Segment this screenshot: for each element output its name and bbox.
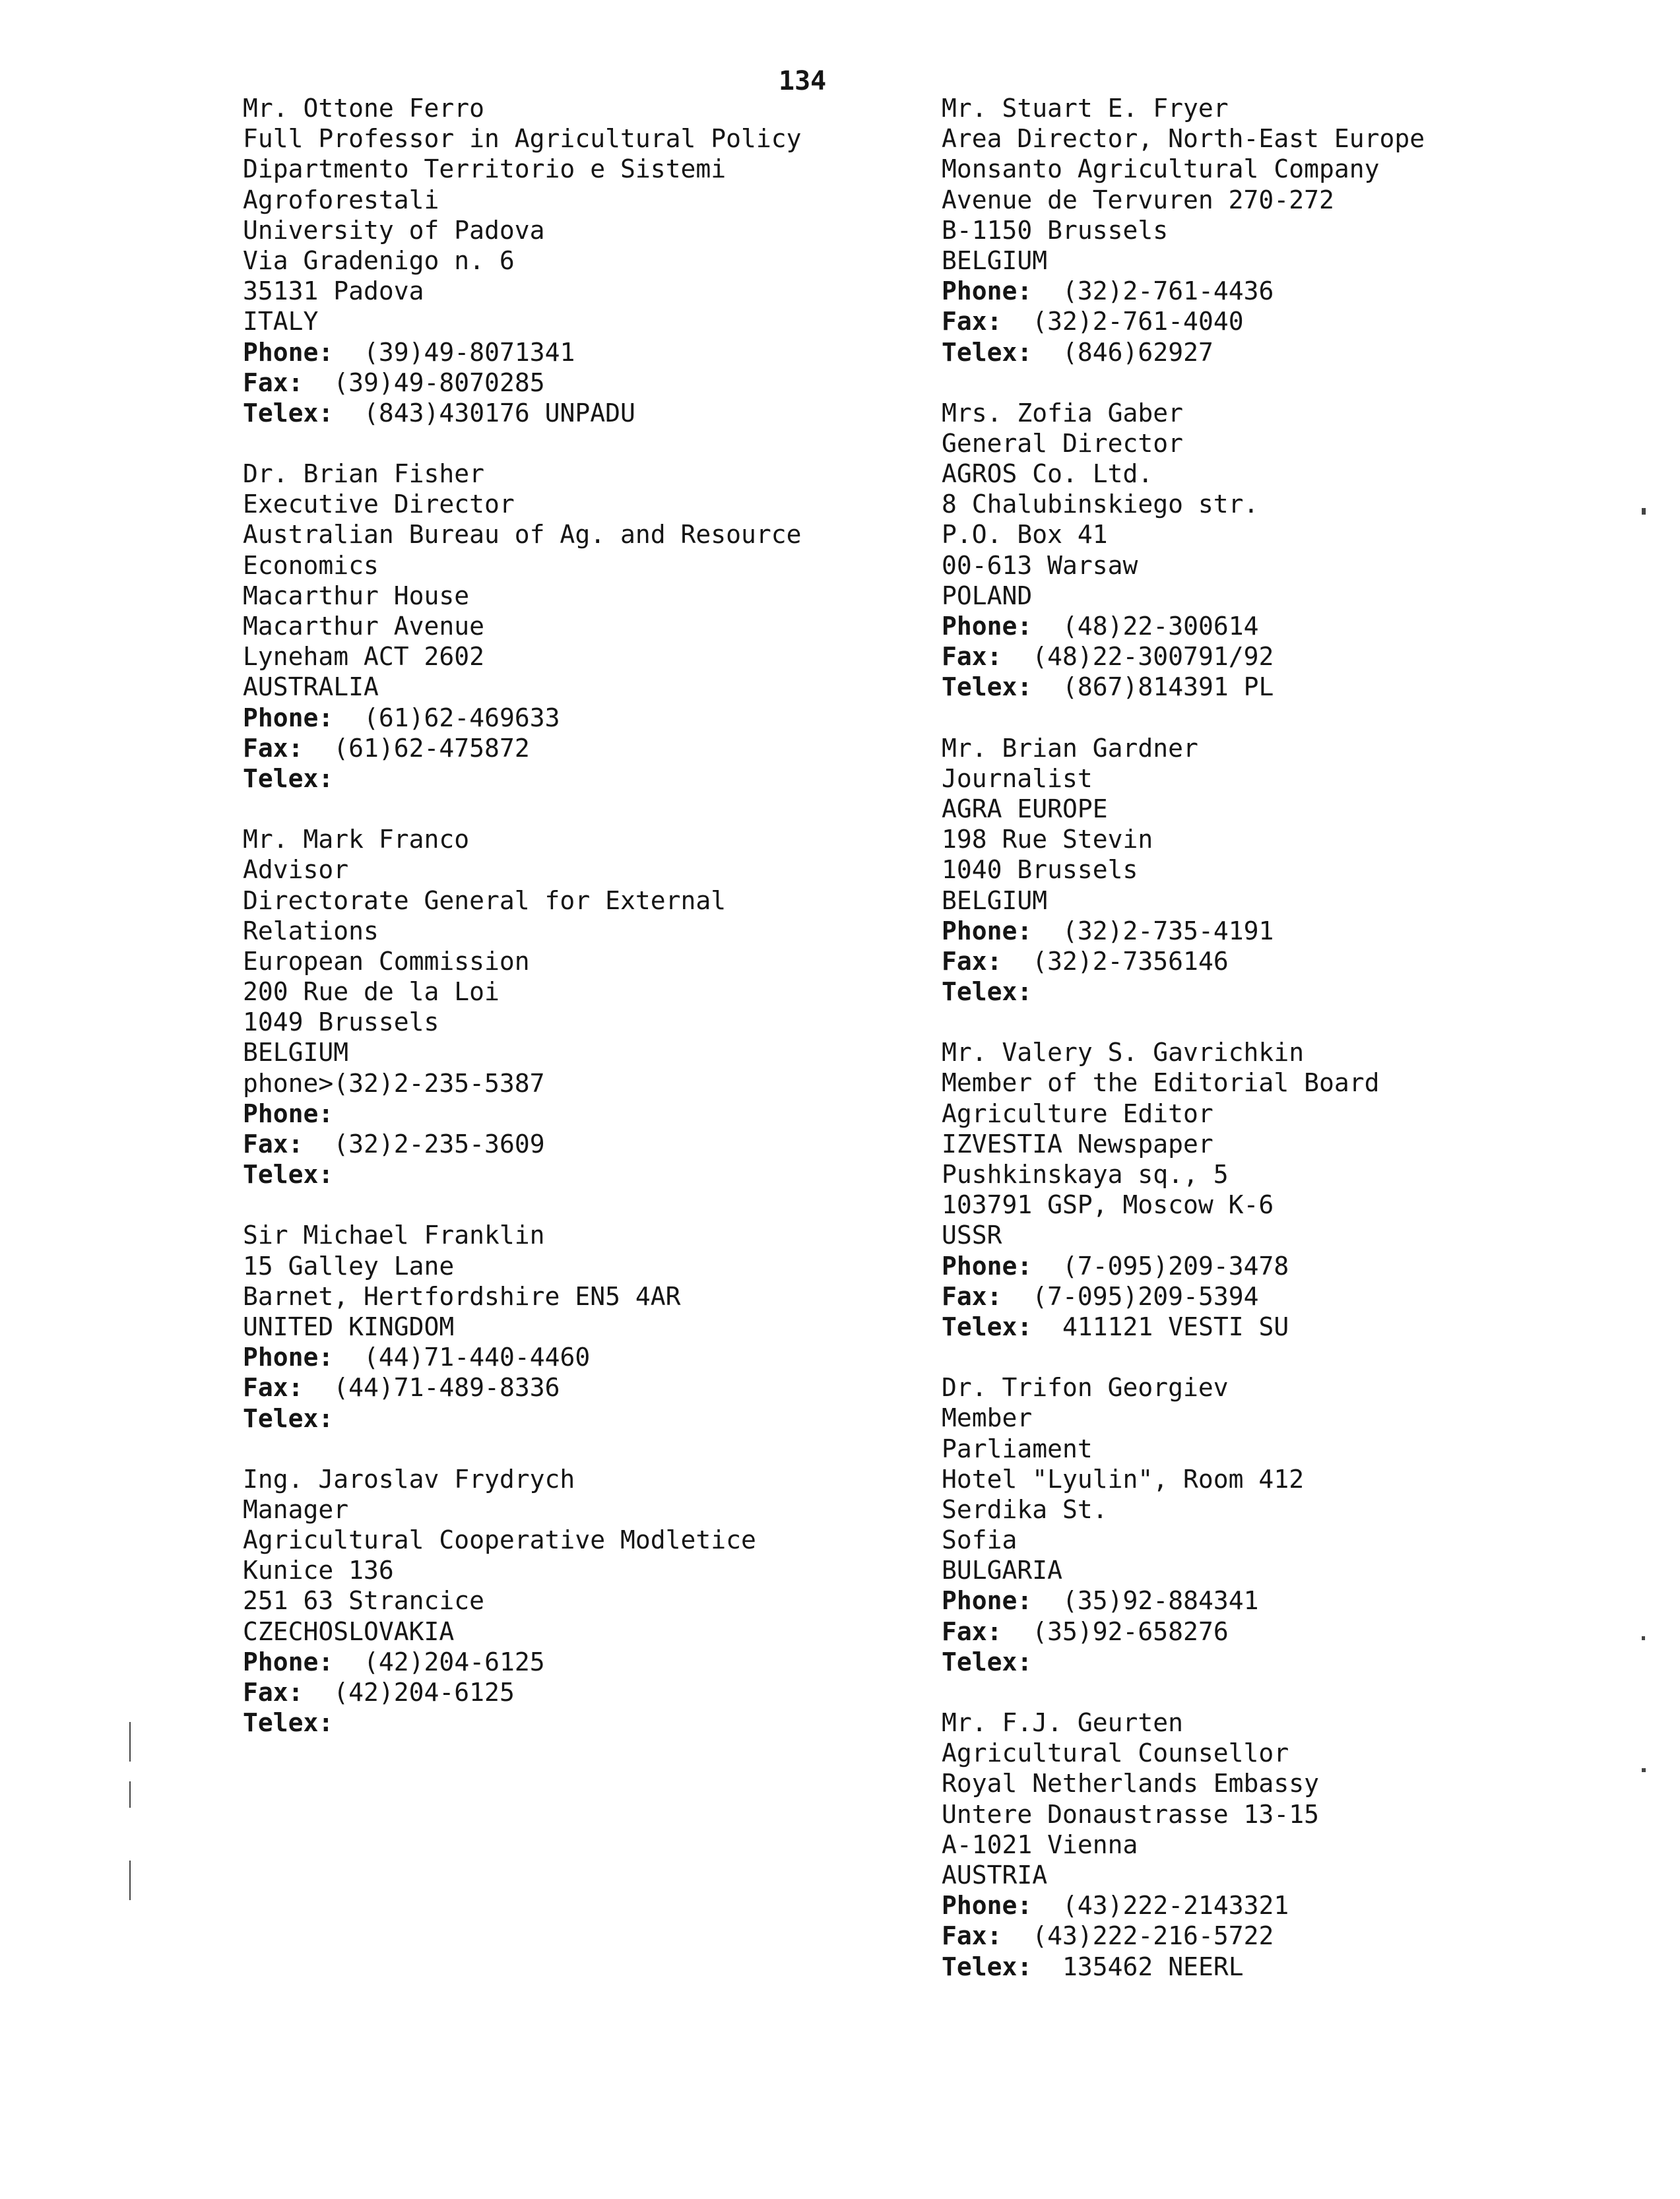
address-line: Area Director, North-East Europe: [942, 124, 1425, 154]
address-line: POLAND: [942, 581, 1033, 610]
contact-name: Mrs. Zofia Gaber: [942, 398, 1184, 428]
contact-line: [942, 916, 1680, 946]
address-line: Full Professor in Agricultural Policy: [243, 124, 802, 154]
contact-label: Telex:: [942, 672, 1033, 702]
contact-value: (867)814391 PL: [1062, 672, 1274, 702]
address-line: Journalist: [942, 763, 1093, 793]
scan-mark: [129, 1861, 131, 1900]
contact-name: Mr. Stuart E. Fryer: [942, 94, 1229, 123]
contact-line: [243, 703, 1002, 733]
contact-label: Phone:: [243, 703, 334, 732]
contact-line: [243, 1099, 1002, 1129]
address-line: AGRA EUROPE: [942, 794, 1108, 823]
address-line: Serdika St.: [942, 1494, 1108, 1524]
contact-value: (35)92-884341: [1062, 1586, 1259, 1616]
contact-name: Ing. Jaroslav Frydrych: [243, 1464, 575, 1494]
address-line: European Commission: [243, 946, 530, 976]
address-line: BELGIUM: [243, 1038, 349, 1068]
address-line: Advisor: [243, 855, 349, 885]
contact-label: Fax:: [942, 946, 1002, 976]
address-line: Agricultural Cooperative Modletice: [243, 1525, 756, 1555]
contact-value: (61)62-475872: [333, 733, 530, 763]
address-line: AGROS Co. Ltd.: [942, 459, 1153, 489]
address-line: Macarthur House: [243, 581, 470, 610]
contact-label: Fax:: [942, 1921, 1002, 1951]
contact-line: [243, 1342, 1002, 1372]
address-line: IZVESTIA Newspaper: [942, 1129, 1213, 1159]
contact-label: Phone:: [942, 612, 1033, 641]
address-line: B-1150 Brussels: [942, 215, 1169, 245]
contact-label: Phone:: [942, 276, 1033, 306]
address-line: Relations: [243, 916, 379, 945]
address-line: Member of the Editorial Board: [942, 1068, 1380, 1098]
contact-label: Telex:: [243, 1160, 334, 1190]
address-line: Via Gradenigo n. 6: [243, 245, 515, 275]
contact-line: [942, 1921, 1680, 1951]
directory-entry: [942, 398, 1680, 703]
contact-label: Telex:: [243, 1708, 334, 1738]
directory-entry: [942, 1037, 1680, 1342]
address-line: 15 Galley Lane: [243, 1251, 455, 1281]
address-line: 1040 Brussels: [942, 855, 1138, 885]
address-line: Agroforestali: [243, 185, 439, 214]
address-line: Lyneham ACT 2602: [243, 642, 485, 672]
contact-line: [243, 337, 1002, 367]
contact-line: [942, 976, 1680, 1007]
contact-label: Telex:: [942, 1647, 1033, 1676]
contact-value: (48)22-300614: [1062, 612, 1259, 641]
contact-value: (43)222-2143321: [1062, 1891, 1289, 1921]
contact-label: Telex:: [942, 337, 1033, 367]
contact-value: (843)430176 UNPADU: [364, 398, 635, 428]
contact-value: (32)2-735-4191: [1062, 916, 1274, 945]
address-line: Pushkinskaya sq., 5: [942, 1160, 1229, 1189]
address-line: 35131 Padova: [243, 276, 424, 306]
directory-entry: [942, 1372, 1680, 1677]
address-line: General Director: [942, 428, 1184, 458]
address-line: University of Padova: [243, 215, 545, 245]
address-line: AUSTRALIA: [243, 672, 379, 702]
scan-mark: [1642, 1768, 1646, 1772]
contact-name: Mr. Valery S. Gavrichkin: [942, 1038, 1305, 1068]
contact-name: Dr. Brian Fisher: [243, 459, 485, 489]
address-line: Royal Netherlands Embassy: [942, 1769, 1319, 1799]
address-line: P.O. Box 41: [942, 520, 1108, 550]
address-line: USSR: [942, 1221, 1002, 1250]
scan-mark: [129, 1722, 131, 1762]
contact-value: (44)71-440-4460: [364, 1343, 591, 1372]
contact-value: (44)71-489-8336: [333, 1373, 560, 1403]
address-line: Directorate General for External: [243, 885, 727, 915]
address-line: Australian Bureau of Ag. and Resource: [243, 520, 802, 550]
contact-value: (32)2-7356146: [1032, 946, 1229, 976]
contact-label: Phone:: [243, 1099, 334, 1128]
contact-line: [942, 1312, 1680, 1342]
address-line: AUSTRIA: [942, 1860, 1048, 1890]
contact-label: Fax:: [243, 1678, 304, 1707]
contact-line: [942, 337, 1680, 367]
contact-line: [942, 1890, 1680, 1921]
directory-entry: [243, 93, 1002, 428]
contact-value: (7-095)209-3478: [1062, 1251, 1289, 1281]
contact-label: Fax:: [942, 1616, 1002, 1646]
contact-line: [942, 306, 1680, 336]
contact-line: [243, 1372, 1002, 1403]
address-line: BELGIUM: [942, 885, 1048, 915]
contact-value: (39)49-8070285: [333, 367, 545, 397]
contact-name: Mr. Brian Gardner: [942, 733, 1198, 763]
contact-line: [243, 1647, 1002, 1677]
contact-value: (32)2-235-3609: [333, 1130, 545, 1159]
contact-label: Telex:: [942, 1952, 1033, 1981]
left-column: [243, 93, 1002, 1768]
address-line: Sofia: [942, 1525, 1018, 1555]
contact-label: Phone:: [243, 337, 334, 367]
address-line: 00-613 Warsaw: [942, 550, 1138, 580]
contact-label: Telex:: [243, 1403, 334, 1433]
contact-line: [942, 276, 1680, 306]
contact-line: [243, 398, 1002, 428]
contact-label: Fax:: [942, 642, 1002, 672]
contact-line: [942, 1251, 1680, 1281]
address-line: Agricultural Counsellor: [942, 1738, 1289, 1768]
address-line: BULGARIA: [942, 1556, 1063, 1585]
address-line: A-1021 Vienna: [942, 1830, 1138, 1859]
contact-value: (7-095)209-5394: [1032, 1281, 1259, 1311]
directory-entry: [243, 1220, 1002, 1433]
address-line: UNITED KINGDOM: [243, 1312, 455, 1341]
contact-value: (61)62-469633: [364, 703, 560, 732]
contact-label: Phone:: [942, 1891, 1033, 1921]
directory-entry: [243, 1464, 1002, 1738]
address-line: Monsanto Agricultural Company: [942, 154, 1380, 184]
contact-line: [243, 1129, 1002, 1159]
directory-entry: [942, 93, 1680, 367]
contact-value: (846)62927: [1062, 337, 1213, 367]
contact-name: Mr. F.J. Geurten: [942, 1708, 1184, 1737]
address-line: ITALY: [243, 307, 319, 336]
address-line: 1049 Brussels: [243, 1007, 439, 1037]
directory-entry: [942, 1707, 1680, 1982]
contact-line: [942, 1647, 1680, 1677]
directory-entry: [243, 824, 1002, 1190]
contact-line: [942, 1616, 1680, 1647]
address-line: Executive Director: [243, 490, 515, 519]
address-line: Economics: [243, 550, 379, 580]
address-line: Parliament: [942, 1434, 1093, 1463]
contact-label: Telex:: [942, 1312, 1033, 1341]
page-number: 134: [779, 66, 827, 96]
contact-label: Phone:: [243, 1343, 334, 1372]
address-line: BELGIUM: [942, 245, 1048, 275]
address-line: Manager: [243, 1494, 349, 1524]
contact-label: Phone:: [942, 916, 1033, 945]
scan-mark: [1642, 508, 1646, 515]
contact-value: (32)2-761-4436: [1062, 276, 1274, 306]
scan-mark: [129, 1781, 131, 1808]
contact-value: (35)92-658276: [1032, 1616, 1229, 1646]
contact-label: Telex:: [243, 763, 334, 793]
directory-entry: [942, 733, 1680, 1007]
contact-line: [942, 672, 1680, 702]
contact-label: Fax:: [243, 1373, 304, 1403]
contact-label: Fax:: [243, 1130, 304, 1159]
contact-value: (43)222-216-5722: [1032, 1921, 1274, 1951]
address-line: Member: [942, 1403, 1033, 1433]
scan-mark: [1642, 1636, 1645, 1640]
address-line: 198 Rue Stevin: [942, 825, 1153, 854]
contact-line: [942, 641, 1680, 672]
contact-label: Phone:: [942, 1586, 1033, 1616]
contact-label: Phone:: [243, 1647, 334, 1676]
contact-label: Telex:: [243, 398, 334, 428]
contact-label: Telex:: [942, 977, 1033, 1007]
contact-line: [942, 946, 1680, 976]
contact-line: [243, 1677, 1002, 1707]
right-column: [942, 93, 1680, 2012]
contact-line: [243, 733, 1002, 763]
address-line: Agriculture Editor: [942, 1099, 1213, 1128]
address-line: 103791 GSP, Moscow K-6: [942, 1190, 1274, 1220]
address-line: Avenue de Tervuren 270-272: [942, 185, 1334, 214]
contact-label: Fax:: [942, 307, 1002, 336]
contact-line: [942, 1585, 1680, 1616]
contact-value: (42)204-6125: [333, 1678, 515, 1707]
contact-line: [243, 1707, 1002, 1738]
address-line: Barnet, Hertfordshire EN5 4AR: [243, 1281, 681, 1311]
contact-label: Fax:: [942, 1281, 1002, 1311]
address-line: CZECHOSLOVAKIA: [243, 1616, 455, 1646]
contact-line: [243, 1159, 1002, 1190]
contact-name: Mr. Mark Franco: [243, 825, 470, 854]
contact-name: Sir Michael Franklin: [243, 1221, 545, 1250]
address-line: Dipartmento Territorio e Sistemi: [243, 154, 727, 184]
address-line: Kunice 136: [243, 1556, 394, 1585]
contact-line: [243, 367, 1002, 398]
contact-value: (48)22-300791/92: [1032, 642, 1274, 672]
contact-value: (42)204-6125: [364, 1647, 545, 1676]
contact-label: Phone:: [942, 1251, 1033, 1281]
contact-value: 135462 NEERL: [1062, 1952, 1244, 1981]
contact-value: (32)2-761-4040: [1032, 307, 1244, 336]
contact-value: (39)49-8071341: [364, 337, 575, 367]
address-line: 251 63 Strancice: [243, 1586, 485, 1616]
contact-name: Dr. Trifon Georgiev: [942, 1373, 1229, 1403]
contact-line: [243, 1403, 1002, 1434]
address-line: phone>(32)2-235-5387: [243, 1068, 545, 1098]
contact-line: [942, 611, 1680, 641]
contact-name: Mr. Ottone Ferro: [243, 94, 485, 123]
contact-value: 411121 VESTI SU: [1062, 1312, 1289, 1341]
contact-label: Fax:: [243, 733, 304, 763]
contact-line: [942, 1281, 1680, 1312]
address-line: Hotel "Lyulin", Room 412: [942, 1464, 1305, 1494]
directory-entry: [243, 459, 1002, 794]
address-line: Untere Donaustrasse 13-15: [942, 1799, 1319, 1829]
contact-line: [243, 763, 1002, 794]
address-line: 200 Rue de la Loi: [243, 977, 500, 1007]
contact-line: [942, 1952, 1680, 1982]
address-line: 8 Chalubinskiego str.: [942, 490, 1259, 519]
contact-label: Fax:: [243, 367, 304, 397]
address-line: Macarthur Avenue: [243, 612, 485, 641]
